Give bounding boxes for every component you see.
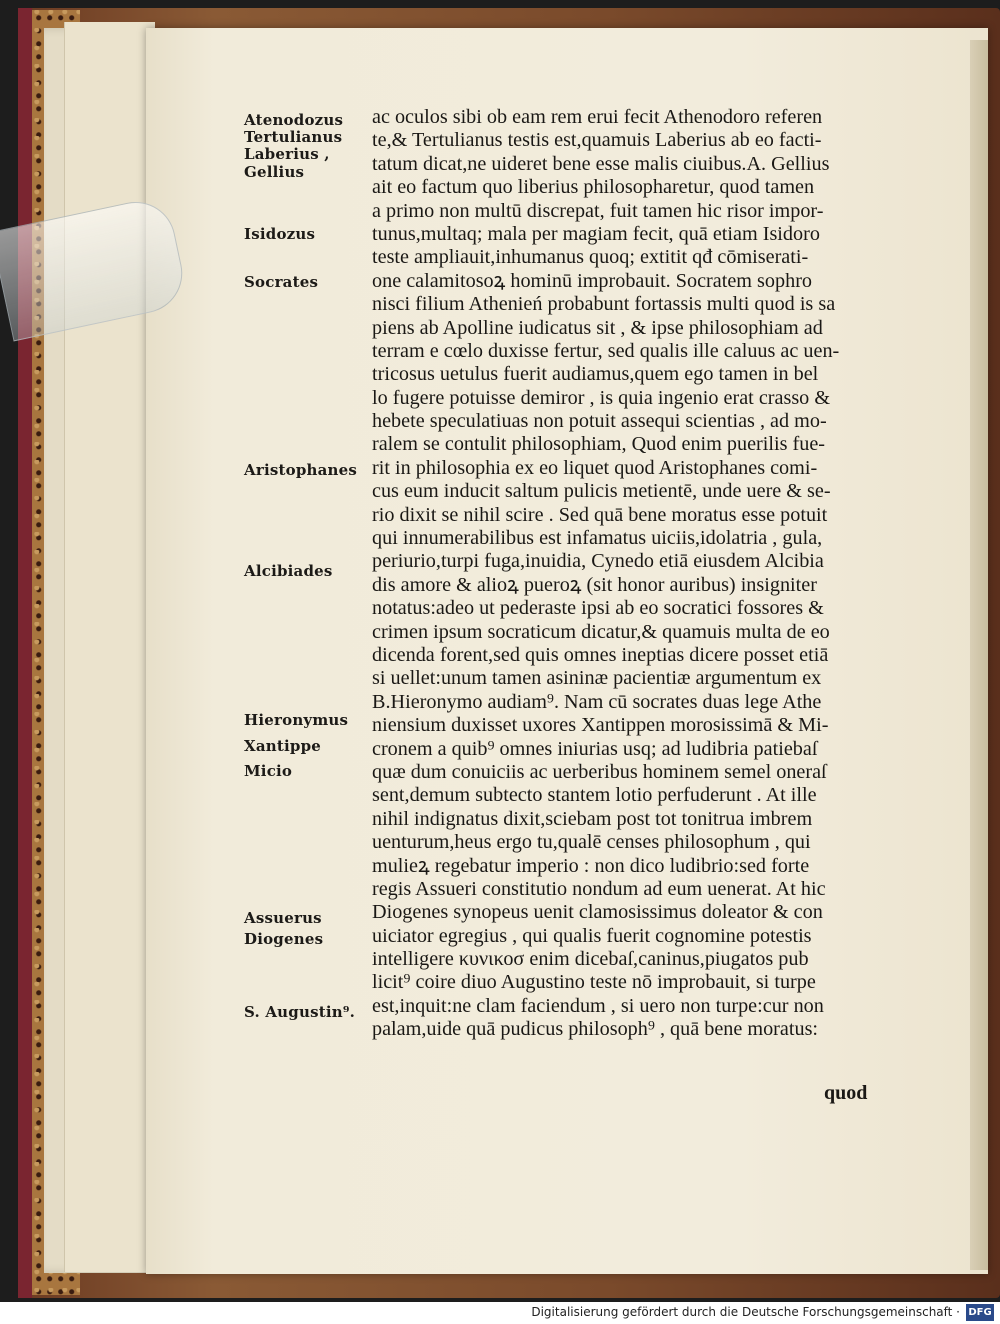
margin-note: Tertulianus — [244, 128, 343, 146]
text-line: dis amore & alioꝝ pueroꝝ (sit honor auribus) insigniter — [372, 573, 817, 596]
margin-note: Micio — [244, 762, 293, 780]
text-line: licit⁹ coire diuo Augustino teste nō improbauit, si turpe — [372, 971, 816, 994]
text-line: ait eo factum quo liberius philosopharetur, quod tamen — [372, 176, 815, 199]
text-line: periurio,turpi fuga,inuidia, Cynedo etiā eiusdem Alcibia — [372, 550, 824, 573]
text-line: si uellet:unum tamen asininæ pacientiæ argumentum ex — [372, 667, 822, 690]
text-line: ac oculos sibi ob eam rem erui fecit Athenodoro referen — [372, 106, 823, 128]
margin-note: Xantippe — [244, 737, 322, 755]
text-line: palam,uide quā pudicus philosoph⁹ , quā bene moratus: — [372, 1018, 819, 1041]
main-text-block — [372, 106, 972, 1042]
footer-bar — [0, 1302, 1000, 1324]
margin-note: Isidozus — [244, 225, 316, 243]
text-line: sent,demum subtecto stantem lotio perfuderunt . At ille — [372, 784, 817, 807]
margin-note: S. Augustin⁹. — [244, 1003, 356, 1021]
margin-note: Socrates — [244, 273, 319, 291]
text-line: quæ dum conuiciis ac uerberibus hominem semel oneraſ — [372, 760, 827, 783]
margin-note: Assuerus — [244, 909, 322, 927]
margin-note: Laberius , — [244, 145, 330, 163]
funding-credit: Digitalisierung gefördert durch die Deutsche Forschungsgemeinschaft · — [531, 1305, 960, 1319]
text-line: terram e cœlo duxisse fertur, sed qualis ille caluus ac uen- — [372, 339, 840, 362]
text-line: est,inquit:ne clam faciendum , si uero non turpe:cur non — [372, 994, 824, 1017]
text-line: uenturum,heus ergo tu,qualē censes philosophum , qui — [372, 831, 811, 854]
text-line: mulieꝝ regebatur imperio : non dico ludibrio:sed forte — [372, 854, 810, 877]
text-line: uiciator egregius , qui qualis fuerit cognomine potestis — [372, 924, 812, 947]
text-line: one calamitosoꝝ hominū improbauit. Socratem sophro — [372, 269, 813, 292]
text-line: hebete speculatiuas non potuit assequi scientias , ad mo- — [372, 410, 827, 433]
text-line: te,& Tertulianus testis est,quamuis Laberius ab eo facti- — [372, 129, 822, 152]
text-line: niensium duxisset uxores Xantippen morosissimā & Mi- — [372, 714, 829, 737]
text-line: rit in philosophia ex eo liquet quod Aristophanes comi- — [372, 456, 818, 479]
text-line: piens ab Apolline iudicatus sit , & ipse philosophiam ad — [372, 316, 823, 339]
text-line: dicenda forent,sed quis omnes ineptias dicere posset etiā — [372, 643, 829, 666]
text-line: qui innumerabilibus est infamatus uiciis,idolatria , gula, — [372, 527, 823, 550]
text-line: notatus:adeo ut pederaste ipsi ab eo socratici fossores & — [372, 597, 824, 620]
text-line: tatum dicat,ne uideret bene esse malis ciuibus.A. Gellius — [372, 152, 830, 175]
text-line: crimen ipsum socraticum dicatur,& quamuis multa de eo — [372, 620, 830, 643]
margin-note: Atenodozus — [244, 111, 344, 129]
text-line: a primo non multū discrepat, fuit tamen hic risor impor- — [372, 199, 824, 222]
text-line: cronem a quib⁹ omnes iniurias usq; ad ludibria patiebaſ — [372, 737, 818, 760]
margin-note: Hieronymus — [244, 711, 349, 729]
text-line: nisci filium Athenień probabunt fortassis multi quod is sa — [372, 293, 836, 316]
text-line: tunus,multaq; mala per magiam fecit, quā etiam Isidoro — [372, 222, 820, 245]
dfg-logo: DFG — [966, 1304, 994, 1321]
margin-note: Gellius — [244, 163, 305, 181]
text-line: rio dixit se nihil scire . Sed quā bene moratus esse potuit — [372, 503, 828, 526]
text-line: regis Assueri constitutio nondum ad eum uenerat. At hic — [372, 877, 826, 900]
margin-note: Alcibiades — [244, 562, 333, 580]
text-line: intelligere κυνικοσ enim dicebaſ,caninus,piugatos pub — [372, 948, 809, 971]
text-line: tricosus uetulus fuerit audiamus,quem ego tamen in bel — [372, 363, 819, 386]
margin-note: Diogenes — [244, 930, 324, 948]
text-line: cus eum inducit saltum pulicis metientē, unde uere & se- — [372, 480, 831, 503]
text-line: nihil indignatus dixit,sciebam post tot tonitrua imbrem — [372, 807, 813, 830]
text-line: lo fugere potuisse demiror , is quia ingenio erat crasso & — [372, 386, 831, 409]
margin-note: Aristophanes — [244, 461, 358, 479]
text-line: teste ampliauit,inhumanus quoq; extitit qđ cōmiserati- — [372, 246, 809, 269]
text-line: B.Hieronymo audiam⁹. Nam cū socrates duas lege Athe — [372, 690, 822, 713]
text-line: ralem se contulit philosophiam, Quod enim puerilis fue- — [372, 433, 826, 456]
text-line: Diogenes synopeus uenit clamosissimus doleator & con — [372, 901, 823, 924]
catchword: quod — [824, 1082, 868, 1104]
